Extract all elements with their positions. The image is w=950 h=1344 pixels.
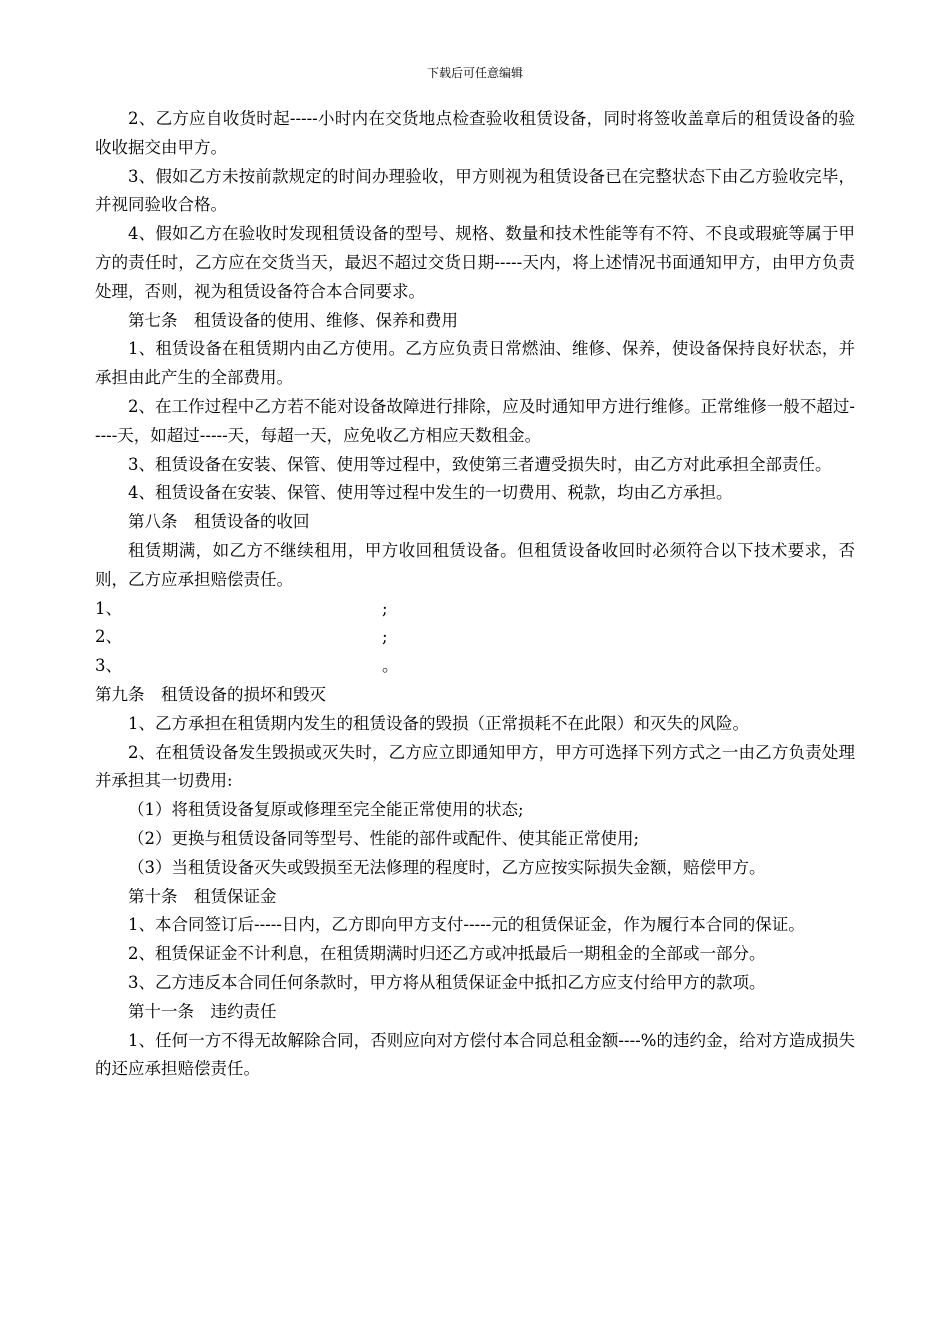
- section-heading: 第七条 租赁设备的使用、维修、保养和费用: [128, 310, 458, 330]
- paragraph: （2）更换与租赁设备同等型号、性能的部件或配件、使其能正常使用;: [128, 828, 640, 848]
- paragraph: 租赁期满，如乙方不继续租用，甲方收回租赁设备。但租赁设备收回时必须符合以下技术要求，否则，乙方应承担赔偿责任。: [95, 540, 855, 589]
- section-heading: 第八条 租赁设备的收回: [128, 512, 310, 532]
- paragraph: 4、租赁设备在安装、保管、使用等过程中发生的一切费用、税款，均由乙方承担。: [128, 483, 733, 503]
- list-number: 1、: [95, 598, 122, 618]
- paragraph: 1、任何一方不得无故解除合同，否则应向对方偿付本合同总租金额----%的违约金，给对方造成损失的还应承担赔偿责任。: [95, 1030, 855, 1079]
- document-body: [95, 105, 855, 1084]
- list-item: [95, 652, 855, 681]
- paragraph: （1）将租赁设备复原或修理至完全能正常使用的状态;: [128, 800, 524, 820]
- paragraph: 1、租赁设备在租赁期内由乙方使用。乙方应负责日常燃油、维修、保养，使设备保持良好状态，并承担由此产生的全部费用。: [95, 339, 855, 388]
- paragraph: 1、本合同签订后-----日内，乙方即向甲方支付-----元的租赁保证金，作为履行本合同的保证。: [128, 915, 805, 935]
- page-header: 下载后可任意编辑: [426, 66, 523, 80]
- paragraph: 2、在工作过程中乙方若不能对设备故障进行排除，应及时通知甲方进行维修。正常维修一般不超过-----天，如超过-----天，每超一天，应免收乙方相应天数租金。: [95, 396, 855, 445]
- list-end-punct: 。: [382, 656, 399, 676]
- paragraph: 3、乙方违反本合同任何条款时，甲方将从租赁保证金中抵扣乙方应支付给甲方的款项。: [128, 972, 766, 992]
- paragraph: 3、假如乙方未按前款规定的时间办理验收，甲方则视为租赁设备已在完整状态下由乙方验收完毕，并视同验收合格。: [95, 166, 855, 215]
- paragraph: 1、乙方承担在租赁期内发生的租赁设备的毁损（正常损耗不在此限）和灭失的风险。: [128, 713, 749, 733]
- section-heading: 第十一条 违约责任: [128, 1001, 277, 1021]
- list-number: 3、: [95, 656, 122, 676]
- paragraph: （3）当租赁设备灭失或毁损至无法修理的程度时，乙方应按实际损失金额，赔偿甲方。: [128, 857, 766, 877]
- paragraph: 2、在租赁设备发生毁损或灭失时，乙方应立即通知甲方，甲方可选择下列方式之一由乙方负责处理并承担其一切费用:: [95, 742, 855, 791]
- list-item: [95, 595, 855, 624]
- list-item: [95, 623, 855, 652]
- section-heading: 第十条 租赁保证金: [128, 886, 277, 906]
- list-number: 2、: [95, 627, 122, 647]
- section-heading: 第九条 租赁设备的损坏和毁灭: [95, 684, 326, 704]
- paragraph: 3、租赁设备在安装、保管、使用等过程中，致使第三者遭受损失时，由乙方对此承担全部责任。: [128, 454, 832, 474]
- paragraph: 2、乙方应自收货时起-----小时内在交货地点检查验收租赁设备，同时将签收盖章后的租赁设备的验收收据交由甲方。: [95, 109, 855, 157]
- list-end-punct: ;: [382, 598, 388, 618]
- paragraph: 2、租赁保证金不计利息，在租赁期满时归还乙方或冲抵最后一期租金的全部或一部分。: [128, 944, 766, 964]
- paragraph: 4、假如乙方在验收时发现租赁设备的型号、规格、数量和技术性能等有不符、不良或瑕疵等属于甲方的责任时，乙方应在交货当天，最迟不超过交货日期-----天内，将上述情况书面通知甲方，由甲方负责处理，否则，视为租赁设备符合本合同要求。: [95, 224, 855, 301]
- list-end-punct: ;: [382, 627, 388, 647]
